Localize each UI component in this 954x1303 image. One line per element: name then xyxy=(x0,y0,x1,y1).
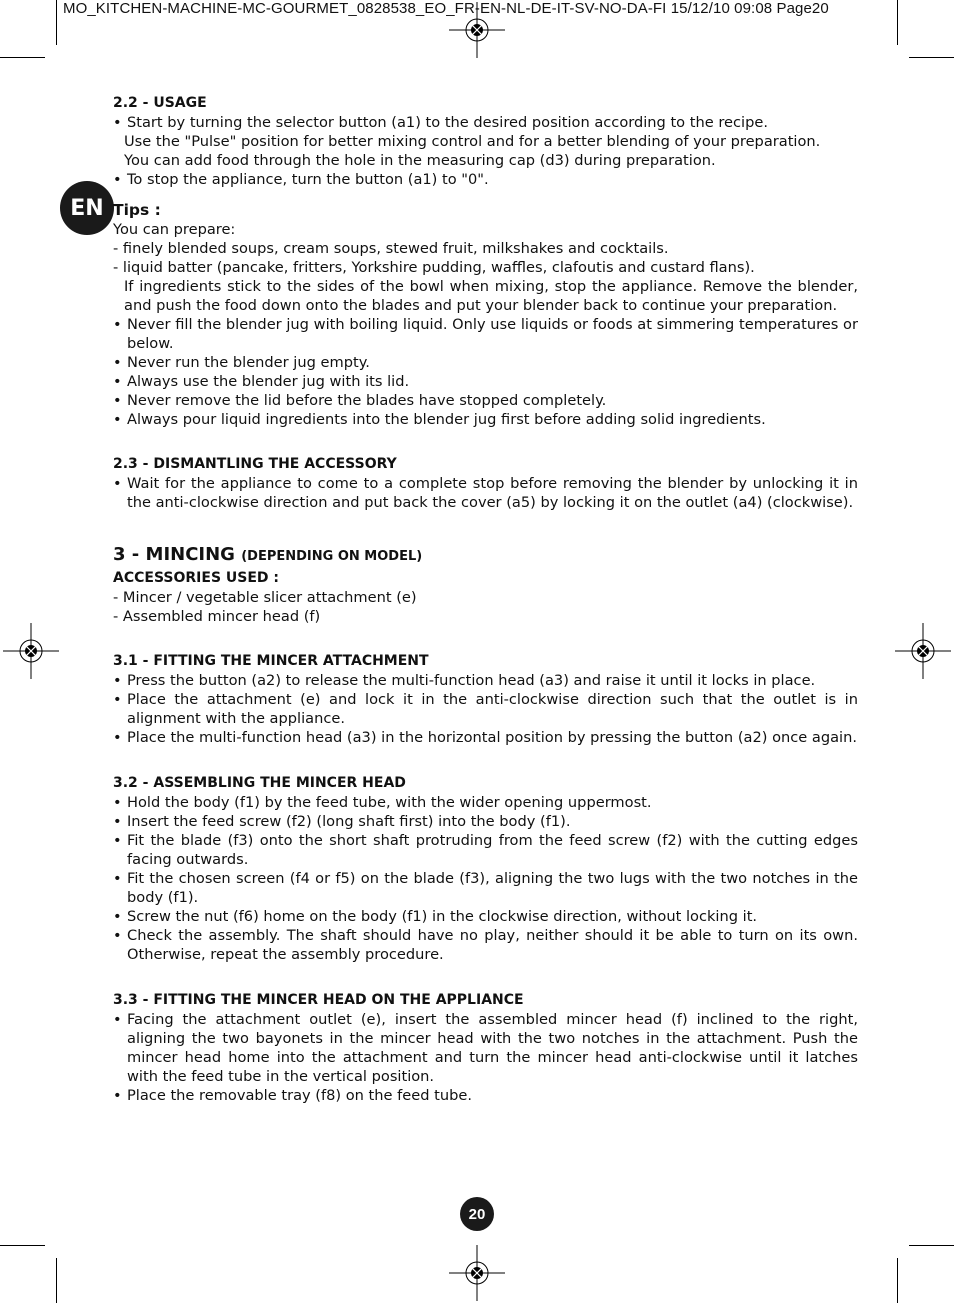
dismantling-list xyxy=(113,474,858,512)
section-title-usage: 2.2 - USAGE xyxy=(113,95,207,111)
print-header: MO_KITCHEN-MACHINE-MC-GOURMET_0828538_EO_FR-EN-NL-DE-IT-SV-NO-DA-FI 15/12/10 09:08 Page20 xyxy=(63,0,829,17)
tips-intro: You can prepare: xyxy=(113,221,236,238)
registration-mark-bottom xyxy=(447,1243,507,1303)
registration-mark-right xyxy=(893,621,953,681)
section-title-dismantling: 2.3 - DISMANTLING THE ACCESSORY xyxy=(113,456,397,472)
chapter-subtitle: (DEPENDING ON MODEL) xyxy=(241,549,423,564)
list-item: • Check the assembly. The shaft should have no play, neither should it be able to turn on its own. Otherwise, repeat the assembly procedure. xyxy=(113,926,858,964)
list-item: • Never run the blender jug empty. xyxy=(113,353,858,372)
tips-title: Tips : xyxy=(113,201,161,219)
section-title-assembling: 3.2 - ASSEMBLING THE MINCER HEAD xyxy=(113,775,406,791)
list-item: - Mincer / vegetable slicer attachment (e) xyxy=(113,589,417,606)
list-item: - Assembled mincer head (f) xyxy=(113,608,321,625)
section-title-fitting: 3.1 - FITTING THE MINCER ATTACHMENT xyxy=(113,653,429,669)
assembling-list xyxy=(113,793,858,964)
list-item: • Never fill the blender jug with boiling liquid. Only use liquids or foods at simmering temperatures or below. xyxy=(113,315,858,353)
page-number: 20 xyxy=(460,1197,494,1231)
list-item: • Place the attachment (e) and lock it in the anti-clockwise direction such that the outlet is in alignment with the appliance. xyxy=(113,690,858,728)
registration-mark-top xyxy=(447,0,507,60)
list-item: • Insert the feed screw (f2) (long shaft first) into the body (f1). xyxy=(113,812,858,831)
list-item: • Press the button (a2) to release the multi-function head (a3) and raise it until it locks in place. xyxy=(113,671,858,690)
language-badge: EN xyxy=(60,181,114,235)
list-item: • To stop the appliance, turn the button (a1) to "0". xyxy=(113,170,858,189)
list-item: • Screw the nut (f6) home on the body (f1) in the clockwise direction, without locking it. xyxy=(113,907,858,926)
list-item: • Never remove the lid before the blades have stopped completely. xyxy=(113,391,858,410)
list-item: • Place the removable tray (f8) on the feed tube. xyxy=(113,1086,858,1105)
list-item: • Facing the attachment outlet (e), insert the assembled mincer head (f) inclined to the right, aligning the two bayonets in the mincer head with the two notches in the attachment. Push the mincer head home into the attachment and turn the mincer head anti-clockwise until it latches with the feed tube in the vertical position. xyxy=(113,1010,858,1086)
list-item: - liquid batter (pancake, fritters, Yorkshire pudding, waffles, clafoutis and custard flans). xyxy=(113,259,755,276)
list-item: • Fit the blade (f3) onto the short shaft protruding from the feed screw (f2) with the cutting edges facing outwards. xyxy=(113,831,858,869)
list-item: • Place the multi-function head (a3) in the horizontal position by pressing the button (a2) once again. xyxy=(113,728,858,747)
fitting-list xyxy=(113,671,858,747)
fitting-head-list xyxy=(113,1010,858,1105)
usage-list xyxy=(113,113,858,189)
list-item: • Always use the blender jug with its lid. xyxy=(113,372,858,391)
chapter-title: 3 - MINCING xyxy=(113,544,235,565)
list-item: • Start by turning the selector button (a1) to the desired position according to the recipe. xyxy=(113,113,858,132)
tips-list xyxy=(113,315,858,429)
list-item: Use the "Pulse" position for better mixing control and for a better blending of your preparation. xyxy=(124,133,821,150)
page-content xyxy=(113,94,858,1105)
section-title-fitting-head: 3.3 - FITTING THE MINCER HEAD ON THE APPLIANCE xyxy=(113,992,524,1008)
list-item: • Always pour liquid ingredients into the blender jug first before adding solid ingredients. xyxy=(113,410,858,429)
accessories-title: ACCESSORIES USED : xyxy=(113,570,280,586)
list-item: You can add food through the hole in the measuring cap (d3) during preparation. xyxy=(124,152,716,169)
list-item: • Hold the body (f1) by the feed tube, with the wider opening uppermost. xyxy=(113,793,858,812)
registration-mark-left xyxy=(1,621,61,681)
list-item: • Fit the chosen screen (f4 or f5) on the blade (f3), aligning the two lugs with the two notches in the body (f1). xyxy=(113,869,858,907)
list-item: - finely blended soups, cream soups, stewed fruit, milkshakes and cocktails. xyxy=(113,240,669,257)
chapter-title-mincing xyxy=(113,543,858,569)
tips-note: If ingredients stick to the sides of the bowl when mixing, stop the appliance. Remove the blender, and push the food down onto the blades and put your blender back to continue your preparation. xyxy=(124,278,858,314)
list-item: • Wait for the appliance to come to a complete stop before removing the blender by unlocking it in the anti-clockwise direction and put back the cover (a5) by locking it on the outlet (a4) (clockwise). xyxy=(113,474,858,512)
